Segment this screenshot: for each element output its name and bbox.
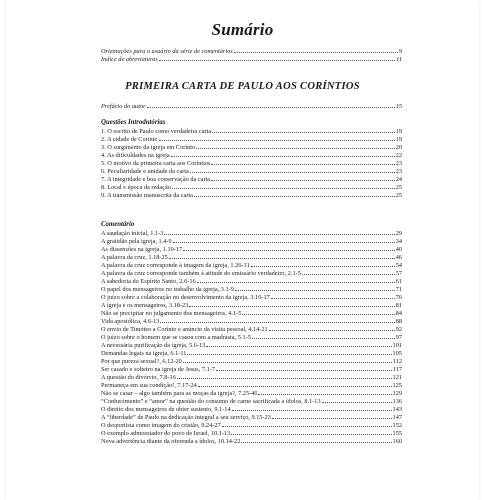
- toc-entry-page: 76: [395, 294, 402, 301]
- toc-entry-page: 19: [395, 136, 402, 143]
- toc-entry[interactable]: [101, 55, 402, 63]
- toc-entry-text: A gratidão pela igreja, 1.4-9: [101, 238, 172, 245]
- toc-entry-text: O papel dos mensageiros no trabalho da igreja, 3.1-9: [101, 286, 234, 293]
- toc-entry-text: 4. As dificuldades na igreja: [101, 152, 170, 159]
- toc-entry[interactable]: [101, 269, 402, 277]
- toc-entry[interactable]: [101, 183, 402, 191]
- toc-entry-text: O exemplo admoestador do povo de Israel, 10.1-13: [101, 430, 231, 437]
- dot-leader: [242, 309, 394, 315]
- dot-leader: [189, 301, 394, 307]
- toc-entry-text: A palavra da cruz, 1.18-25: [101, 254, 168, 261]
- toc-entry[interactable]: [101, 429, 402, 437]
- toc-entry[interactable]: [101, 413, 402, 421]
- toc-entry[interactable]: [101, 47, 402, 55]
- toc-entry[interactable]: [101, 365, 402, 373]
- toc-entry-text: Vida apostólica, 4.6-13: [101, 318, 160, 325]
- toc-entry[interactable]: [101, 261, 402, 269]
- dot-leader: [271, 293, 395, 299]
- commentary-section: [101, 221, 402, 445]
- toc-entry[interactable]: [101, 102, 402, 110]
- toc-entry-page: 20: [395, 144, 402, 151]
- dot-leader: [251, 261, 395, 267]
- toc-entry-text: 8. Local e época da redação: [101, 184, 171, 191]
- dot-leader: [164, 229, 394, 235]
- dot-leader: [235, 285, 395, 291]
- toc-entry[interactable]: [101, 253, 402, 261]
- dot-leader: [232, 405, 392, 411]
- toc-entry-text: Nova advertência diante da oferenda a ídolos, 10.14-22: [101, 438, 241, 445]
- toc-entry-text: Ser casado e solteiro na igreja de Jesus, 7.1-7: [101, 366, 216, 373]
- toc-entry-text: Índice de abreviaturas: [101, 56, 158, 63]
- toc-entry[interactable]: [101, 333, 402, 341]
- toc-entry-text: Orientações para o usuário da série de comentários: [101, 48, 233, 55]
- toc-entry[interactable]: [101, 293, 402, 301]
- toc-entry-page: 23: [395, 160, 402, 167]
- toc-entry[interactable]: [101, 373, 402, 381]
- toc-entry-page: 19: [395, 128, 402, 135]
- dot-leader: [234, 47, 398, 53]
- toc-entry-text: O juízo sobre a colaboração no desenvolvimento da igreja, 3.10-17: [101, 294, 270, 301]
- toc-entry-page: 11: [396, 56, 402, 63]
- toc-entry-page: 125: [392, 382, 402, 389]
- dot-leader: [159, 135, 395, 141]
- intro-section: [101, 119, 402, 199]
- toc-entry[interactable]: [101, 175, 402, 183]
- dot-leader: [197, 277, 395, 283]
- dot-leader: [258, 389, 391, 395]
- toc-entry-text: A palavra da cruz corresponde à imagem da igreja, 1.26-31: [101, 262, 250, 269]
- toc-entry-page: 15: [395, 103, 402, 110]
- toc-entry-text: O juízo sobre o homem que se casou com a madrasta, 5.1-5: [101, 334, 251, 341]
- toc-entry-page: 88: [395, 318, 402, 325]
- toc-entry[interactable]: [101, 277, 402, 285]
- toc-entry-text: O envio de Timóteo a Corinto e anúncio da visita pessoal, 4.14-21: [101, 326, 268, 333]
- dot-leader: [183, 245, 395, 251]
- part-title: PRIMEIRA CARTA DE PAULO AOS CORÍNTIOS: [125, 81, 360, 92]
- toc-entry-page: 143: [392, 406, 402, 413]
- toc-entry-page: 152: [392, 422, 402, 429]
- toc-entry-text: A saudação inicial, 1.1-3: [101, 230, 164, 237]
- toc-entry-page: 54: [395, 262, 402, 269]
- toc-entry-text: Demandas legais na igreja, 6.1-11: [101, 350, 187, 357]
- dot-leader: [194, 191, 395, 197]
- dot-leader: [198, 381, 392, 387]
- toc-entry-page: 117: [392, 366, 402, 373]
- preface-entry-block: [101, 102, 402, 110]
- section-heading: Questões Introdutórias: [101, 119, 166, 126]
- toc-entry-page: 71: [395, 286, 402, 293]
- toc-entry[interactable]: [101, 237, 402, 245]
- toc-entry-page: 97: [395, 334, 402, 341]
- toc-entry[interactable]: [101, 389, 402, 397]
- dot-leader: [196, 143, 395, 149]
- toc-entry-text: O desportista como imagem do cristão, 9.24-27: [101, 422, 221, 429]
- toc-entry-text: “Conhecimento” e “amor” na questão do consumo de carne sacrificada a ídolos, 8.1-13: [101, 398, 321, 405]
- toc-entry-text: Permaneça em sua condição!, 7.17-24: [101, 382, 197, 389]
- dot-leader: [187, 349, 391, 355]
- dot-leader: [169, 253, 395, 259]
- dot-leader: [159, 55, 395, 61]
- toc-entry-page: 147: [392, 414, 402, 421]
- toc-entry-text: Não se casar – algo também para as moças da igreja?, 7.25-40: [101, 390, 258, 397]
- toc-entry[interactable]: [101, 405, 402, 413]
- toc-entry-page: 24: [395, 176, 402, 183]
- dot-leader: [171, 151, 395, 157]
- toc-entry-text: 3. O surgimento da igreja em Corinto: [101, 144, 196, 151]
- toc-entry[interactable]: [101, 167, 402, 175]
- toc-entry-text: O direito dos mensageiros de obter sustento, 9.1-14: [101, 406, 231, 413]
- dot-leader: [272, 413, 392, 419]
- toc-entry-text: Não se precipitar no julgamento dos mensageiros, 4.1-5: [101, 310, 242, 317]
- toc-entry-page: 121: [392, 374, 402, 381]
- toc-entry-page: 112: [392, 358, 402, 365]
- toc-entry[interactable]: [101, 357, 402, 365]
- toc-entry-text: A sabedoria do Espírito Santo, 2.6-16: [101, 278, 196, 285]
- toc-entry-text: 5. O motivo da primeira carta aos Coríntios: [101, 160, 211, 167]
- toc-entry[interactable]: [101, 381, 402, 389]
- toc-entry-text: 2. A cidade de Corinto: [101, 136, 158, 143]
- toc-entry[interactable]: [101, 437, 402, 445]
- toc-entry-text: As dissensões na igreja, 1.10-17: [101, 246, 183, 253]
- toc-entry-text: A “liberdade” de Paulo na dedicação integral a seu serviço, 9.15-23: [101, 414, 271, 421]
- toc-entry-text: 9. A transmissão manuscrita da carta: [101, 192, 193, 199]
- dot-leader: [211, 175, 395, 181]
- dot-leader: [206, 341, 391, 347]
- toc-entry[interactable]: [101, 127, 402, 135]
- toc-entry-text: 7. A integridade e boa conservação da carta: [101, 176, 211, 183]
- toc-entry-page: 136: [392, 398, 402, 405]
- toc-entry[interactable]: [101, 151, 402, 159]
- toc-entry-text: Por que pureza sexual?, 6.12-20: [101, 358, 182, 365]
- front-matter-list: [101, 47, 402, 63]
- toc-entry-page: 84: [395, 310, 402, 317]
- toc-entry-text: Prefácio do autor: [101, 103, 146, 110]
- toc-entry[interactable]: [101, 421, 402, 429]
- toc-entry-page: 57: [395, 270, 402, 277]
- toc-entry[interactable]: [101, 341, 402, 349]
- toc-entry-page: 22: [395, 152, 402, 159]
- dot-leader: [231, 429, 391, 435]
- dot-leader: [302, 269, 395, 275]
- toc-entry-page: 105: [392, 350, 402, 357]
- toc-entry-page: 160: [392, 438, 402, 445]
- toc-entry-page: 92: [395, 326, 402, 333]
- toc-entry[interactable]: [101, 301, 402, 309]
- toc-entry-page: 155: [392, 430, 402, 437]
- toc-entry-page: 34: [395, 238, 402, 245]
- toc-entry[interactable]: [101, 191, 402, 199]
- toc-entry-page: 29: [395, 230, 402, 237]
- toc-entry-page: 61: [395, 278, 402, 285]
- dot-leader: [173, 237, 395, 243]
- toc-entry[interactable]: [101, 229, 402, 237]
- toc-entry[interactable]: [101, 135, 402, 143]
- toc-entry-text: A palavra da cruz corresponde também à atitude do emissário verdadeiro, 2.1-5: [101, 270, 301, 277]
- dot-leader: [211, 159, 394, 165]
- section-heading: Comentário: [101, 221, 135, 228]
- toc-entry-page: 40: [395, 246, 402, 253]
- toc-entry-page: 101: [392, 342, 402, 349]
- toc-entry[interactable]: [101, 397, 402, 405]
- toc-entry-page: 25: [395, 184, 402, 191]
- toc-entry[interactable]: [101, 309, 402, 317]
- dot-leader: [216, 365, 392, 371]
- toc-entry-page: 23: [395, 168, 402, 175]
- dot-leader: [177, 373, 392, 379]
- toc-entry[interactable]: [101, 317, 402, 325]
- dot-leader: [322, 397, 392, 403]
- toc-entry-page: 129: [392, 390, 402, 397]
- page-title: Sumário: [211, 20, 274, 39]
- toc-entry-page: 46: [395, 254, 402, 261]
- toc-entry[interactable]: [101, 143, 402, 151]
- dot-leader: [212, 127, 395, 133]
- dot-leader: [252, 333, 395, 339]
- toc-entry[interactable]: [101, 159, 402, 167]
- toc-entry-text: A igreja e os mensageiros, 3.18-23: [101, 302, 189, 309]
- toc-entry-page: 25: [395, 192, 402, 199]
- dot-leader: [269, 325, 395, 331]
- toc-entry-page: 81: [395, 302, 402, 309]
- dot-leader: [160, 317, 394, 323]
- toc-entry-text: A necessária purificação da igreja, 5.6-13: [101, 342, 206, 349]
- toc-entry[interactable]: [101, 285, 402, 293]
- toc-entry-text: A questão do divórcio, 7.8-16: [101, 374, 176, 381]
- dot-leader: [190, 167, 395, 173]
- dot-leader: [183, 357, 392, 363]
- toc-entry[interactable]: [101, 245, 402, 253]
- dot-leader: [172, 183, 395, 189]
- toc-entry[interactable]: [101, 349, 402, 357]
- toc-entry[interactable]: [101, 325, 402, 333]
- toc-entry-text: 1. O escrito de Paulo como verdadeira carta: [101, 128, 212, 135]
- dot-leader: [147, 102, 395, 108]
- dot-leader: [241, 437, 391, 443]
- dot-leader: [222, 421, 392, 427]
- toc-entry-page: 9: [398, 48, 402, 55]
- toc-entry-text: 6. Peculiaridade e unidade da carta: [101, 168, 189, 175]
